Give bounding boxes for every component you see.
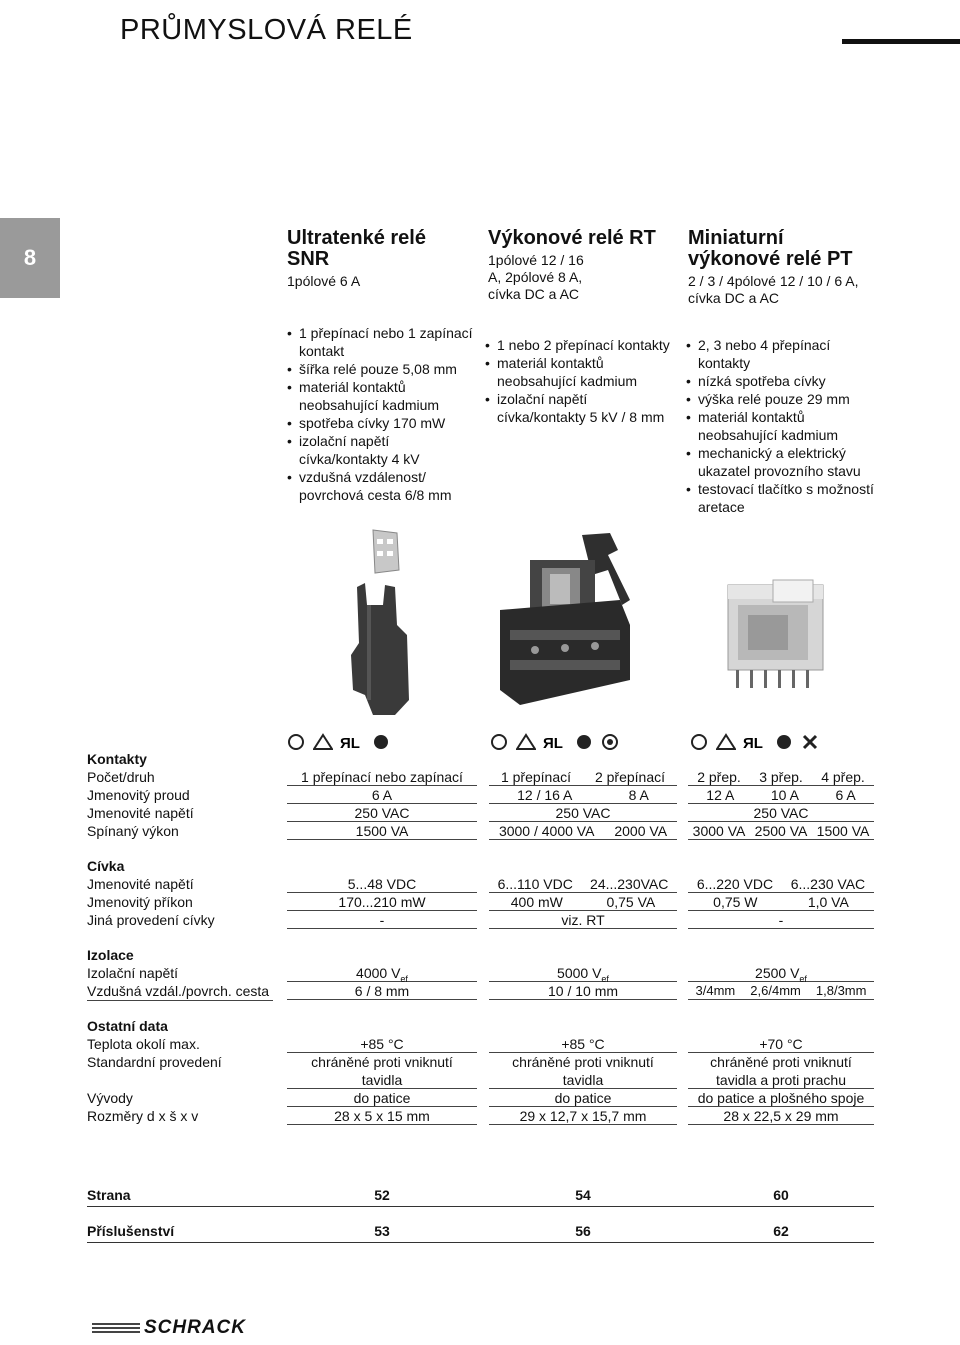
lloyds-mark-icon — [800, 733, 820, 751]
value-cell: 10 / 10 mm — [489, 982, 677, 1000]
feature-list-snr — [287, 324, 477, 504]
table-row — [87, 768, 874, 786]
value-cell: 0,75 W 1,0 VA — [688, 893, 874, 911]
value-cell: +85 °C — [287, 1035, 477, 1053]
row-label: Vývody — [87, 1090, 133, 1106]
certification-marks-snr — [287, 733, 391, 751]
value-cell: 250 VAC — [688, 804, 874, 822]
product-title: Miniaturní výkonové relé PT — [688, 227, 853, 270]
feature-item: • spotřeba cívky 170 mW — [287, 414, 477, 432]
value-cell: +85 °C — [489, 1035, 677, 1053]
svg-text:ЯL: ЯL — [340, 735, 360, 751]
page-link[interactable]: 62 — [773, 1223, 789, 1239]
feature-item: • vzdušná vzdálenost/ povrchová cesta 6/8 mm — [287, 468, 477, 504]
feature-list-rt — [485, 336, 675, 426]
certification-marks-rt — [490, 733, 620, 751]
value-cell: 1 přepínací 2 přepínací — [489, 768, 677, 786]
page-title: PRŮMYSLOVÁ RELÉ — [120, 14, 413, 46]
value-cell: 28 x 5 x 15 mm — [287, 1107, 477, 1125]
table-row — [87, 1035, 874, 1053]
accessory-reference-row — [87, 1223, 874, 1243]
table-row — [87, 1089, 874, 1107]
feature-item: • testovací tlačítko s možností aretace — [686, 480, 876, 516]
table-row — [87, 1053, 874, 1071]
value-cell: 5...48 VDC — [287, 875, 477, 893]
feature-item: • izolační napětí cívka/kontakty 5 kV / 8 mm — [485, 390, 675, 426]
value-cell: 12 A 10 A 6 A — [688, 786, 874, 804]
table-row — [87, 1071, 874, 1089]
value-cell: 6...110 VDC 24...230VAC — [489, 875, 677, 893]
row-label: Vzdušná vzdál./povrch. cesta — [87, 982, 273, 1001]
section-title-coil: Cívka — [87, 858, 125, 874]
section-title-contacts: Kontakty — [87, 751, 147, 767]
row-label: Spínaný výkon — [87, 823, 179, 839]
vde-mark-icon — [287, 733, 307, 751]
vde-mark-icon — [490, 733, 510, 751]
product-subtitle: 2 / 3 / 4pólové 12 / 10 / 6 A, cívka DC a AC — [688, 273, 859, 306]
value-cell: viz. RT — [489, 911, 677, 929]
table-row — [87, 1107, 874, 1125]
value-cell: 250 VAC — [287, 804, 477, 822]
value-cell: do patice a plošného spoje — [688, 1089, 874, 1107]
page-link[interactable]: 53 — [374, 1223, 390, 1239]
value-cell: - — [688, 911, 874, 929]
snr-relay-image — [345, 525, 425, 720]
chapter-tab: 8 — [0, 218, 60, 298]
ul-mark-icon — [339, 733, 365, 751]
value-cell: 400 mW 0,75 VA — [489, 893, 677, 911]
vde-mark-icon — [690, 733, 710, 751]
value-cell: 3000 VA 2500 VA 1500 VA — [688, 822, 874, 840]
row-label: Jmenovité napětí — [87, 876, 194, 892]
value-cell: tavidla — [287, 1071, 477, 1089]
feature-item: • 2, 3 nebo 4 přepínací kontakty — [686, 336, 876, 372]
value-cell: do patice — [287, 1089, 477, 1107]
value-cell: tavidla — [489, 1071, 677, 1089]
value-cell: 2500 $V_{ef}$ — [688, 964, 874, 982]
row-label: Příslušenství — [87, 1223, 175, 1239]
feature-item: • 1 nebo 2 přepínací kontakty — [485, 336, 675, 354]
row-label: Jmenovité napětí — [87, 805, 194, 821]
value-cell: +70 °C — [688, 1035, 874, 1053]
table-row — [87, 875, 874, 893]
feature-item: • materiál kontaktů neobsahující kadmium — [686, 408, 876, 444]
feature-list-pt — [686, 336, 876, 516]
table-row — [87, 786, 874, 804]
value-cell: 4000 $V_{ef}$ — [287, 964, 477, 982]
ul-mark-icon — [742, 733, 768, 751]
semko-mark-icon — [600, 733, 620, 751]
value-cell: do patice — [489, 1089, 677, 1107]
value-cell: tavidla a proti prachu — [688, 1071, 874, 1089]
certification-marks-pt — [690, 733, 820, 751]
table-row — [87, 982, 874, 1000]
row-label: Počet/druh — [87, 769, 155, 785]
value-cell: - — [287, 911, 477, 929]
title-rule — [842, 39, 960, 44]
feature-item: • mechanický a elektrický ukazatel provozního stavu — [686, 444, 876, 480]
pt-relay-image — [718, 575, 833, 695]
logo-lines — [92, 1323, 140, 1335]
page-reference-row — [87, 1187, 874, 1207]
row-label: Jiná provedení cívky — [87, 912, 215, 928]
row-label: Teplota okolí max. — [87, 1036, 200, 1052]
product-title: Výkonové relé RT — [488, 227, 656, 249]
value-cell: chráněné proti vniknutí — [710, 1054, 852, 1070]
product-snr — [287, 228, 487, 290]
value-cell: 2 přep. 3 přep. 4 přep. — [688, 768, 874, 786]
page-link[interactable]: 54 — [575, 1187, 591, 1203]
section-title-insulation: Izolace — [87, 947, 134, 963]
csa-mark-icon — [774, 733, 794, 751]
table-row — [87, 911, 874, 929]
table-row — [87, 893, 874, 911]
value-cell: 12 / 16 A 8 A — [489, 786, 677, 804]
warning-triangle-icon — [313, 733, 333, 751]
value-cell: 3000 / 4000 VA 2000 VA — [489, 822, 677, 840]
svg-text:ЯL: ЯL — [743, 735, 763, 751]
table-row — [87, 822, 874, 840]
page-link[interactable]: 56 — [575, 1223, 591, 1239]
warning-triangle-icon — [716, 733, 736, 751]
spec-table — [87, 750, 874, 1125]
value-cell: 250 VAC — [489, 804, 677, 822]
page-link[interactable]: 60 — [773, 1187, 789, 1203]
svg-text:ЯL: ЯL — [543, 735, 563, 751]
ul-mark-icon — [542, 733, 568, 751]
value-cell: 6 A — [287, 786, 477, 804]
feature-item: • materiál kontaktů neobsahující kadmium — [485, 354, 675, 390]
row-label: Standardní provedení — [87, 1054, 222, 1070]
section-title-other: Ostatní data — [87, 1018, 168, 1034]
value-cell: 6 / 8 mm — [287, 982, 477, 1000]
product-subtitle: 1pólové 12 / 16 A, 2pólové 8 A, cívka DC a AC — [488, 252, 584, 302]
value-cell: 28 x 22,5 x 29 mm — [688, 1107, 874, 1125]
value-cell: 5000 $V_{ef}$ — [489, 964, 677, 982]
value-cell: chráněné proti vniknutí — [512, 1054, 654, 1070]
feature-item: • výška relé pouze 29 mm — [686, 390, 876, 408]
csa-mark-icon — [371, 733, 391, 751]
product-pt — [688, 228, 878, 307]
value-cell: 29 x 12,7 x 15,7 mm — [489, 1107, 677, 1125]
value-cell: 1 přepínací nebo zapínací — [287, 768, 477, 786]
feature-item: • materiál kontaktů neobsahující kadmium — [287, 378, 477, 414]
row-label: Jmenovitý proud — [87, 787, 190, 803]
row-label: Jmenovitý příkon — [87, 894, 193, 910]
brand-logo: SCHRACK — [144, 1317, 246, 1338]
table-row — [87, 964, 874, 982]
product-rt — [488, 228, 688, 303]
value-cell: 170...210 mW — [287, 893, 477, 911]
feature-item: • nízká spotřeba cívky — [686, 372, 876, 390]
value-cell: 3/4mm 2,6/4mm 1,8/3mm — [688, 982, 874, 1000]
feature-item: • šířka relé pouze 5,08 mm — [287, 360, 477, 378]
page-link[interactable]: 52 — [374, 1187, 390, 1203]
product-subtitle: 1pólové 6 A — [287, 273, 361, 289]
feature-item: • 1 přepínací nebo 1 zapínací kontakt — [287, 324, 477, 360]
warning-triangle-icon — [516, 733, 536, 751]
product-title: Ultratenké relé SNR — [287, 227, 426, 270]
row-label: Izolační napětí — [87, 965, 179, 981]
table-row — [87, 804, 874, 822]
value-cell: chráněné proti vniknutí — [311, 1054, 453, 1070]
row-label: Rozměry d x š x v — [87, 1108, 199, 1124]
csa-mark-icon — [574, 733, 594, 751]
value-cell: 1500 VA — [287, 822, 477, 840]
value-cell: 6...220 VDC 6...230 VAC — [688, 875, 874, 893]
rt-relay-image — [490, 530, 640, 720]
feature-item: • izolační napětí cívka/kontakty 4 kV — [287, 432, 477, 468]
row-label: Strana — [87, 1187, 131, 1203]
